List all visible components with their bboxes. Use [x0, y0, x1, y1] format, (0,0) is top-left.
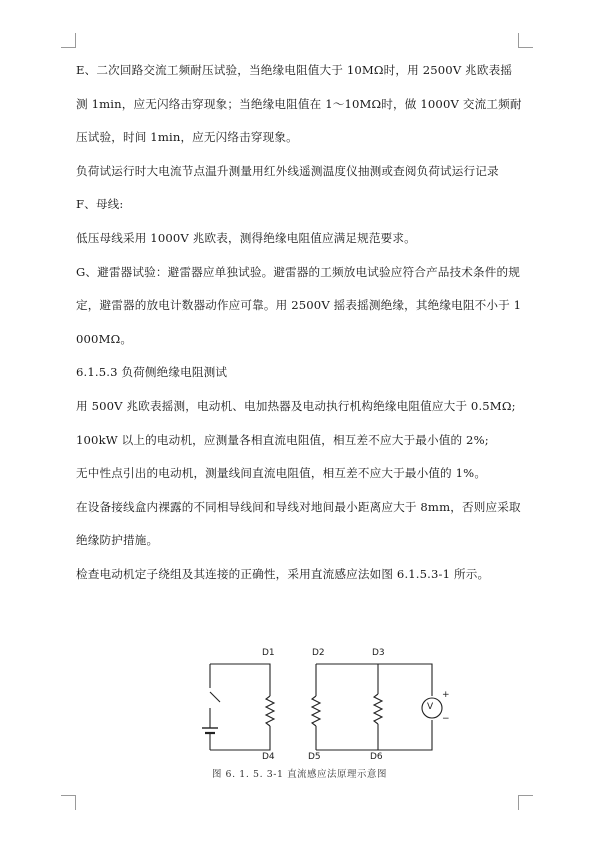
resistor-left [266, 696, 274, 726]
crop-mark-top-left [61, 33, 76, 48]
paragraph-g-arrester: G、避雷器试验：避雷器应单独试验。避雷器的工频放电试验应符合产品技术条件的规定，避雷器的放电计数器动作应可靠。用 2500V 摇表摇测绝缘，其绝缘电阻不小于 1000MΩ。 [76, 264, 522, 346]
node-label-d3: D3 [372, 648, 385, 658]
node-label-d1: D1 [262, 648, 275, 658]
minus-terminal-label: − [442, 714, 450, 724]
paragraph-min-distance: 在设备接线盒内裸露的不同相导线间和导线对地间最小距离应大于 8mm，否则应采取绝缘防护措施。 [76, 499, 521, 548]
wire-right-bottom [316, 720, 432, 750]
node-label-d6: D6 [370, 752, 383, 762]
paragraph-check-stator: 检查电动机定子绕组及其连接的正确性，采用直流感应法如图 6.1.5.3-1 所示。 [76, 566, 490, 581]
paragraph-load-trial-run: 负荷试运行时大电流节点温升测量用红外线遥测温度仪抽测或查阅负荷试运行记录 [76, 163, 499, 178]
paragraph-500v-megger: 用 500V 兆欧表摇测，电动机、电加热器及电动执行机构绝缘电阻值应大于 0.5MΩ; [76, 398, 516, 413]
heading-6-1-5-3: 6.1.5.3 负荷侧绝缘电阻测试 [76, 365, 228, 380]
wire-left-top [210, 664, 270, 696]
circuit-svg [196, 644, 446, 764]
voltmeter-label: V [427, 702, 434, 712]
figure-caption: 图 6. 1. 5. 3-1 直流感应法原理示意图 [212, 769, 387, 780]
paragraph-lv-busbar: 低压母线采用 1000V 兆欧表，测得绝缘电阻值应满足规范要求。 [76, 230, 416, 245]
paragraph-100kw-motor: 100kW 以上的电动机，应测量各相直流电阻值，相互差不应大于最小值的 2%; [76, 432, 489, 447]
resistor-right [374, 694, 382, 724]
node-label-d4: D4 [262, 752, 275, 762]
paragraph-e-secondary-circuit: E、二次回路交流工频耐压试验，当绝缘电阻值大于 10MΩ时，用 2500V 兆欧表摇测 1min，应无闪络击穿现象；当绝缘电阻值在 1～10MΩ时，做 1000V 交流工频耐压试验，时间 1min，应无闪络击穿现象。 [76, 63, 522, 145]
switch-blade [210, 692, 220, 702]
crop-mark-top-right [518, 33, 533, 48]
wire-right-top [316, 664, 432, 696]
body-text [76, 54, 522, 592]
node-label-d2: D2 [312, 648, 325, 658]
plus-terminal-label: + [442, 690, 450, 700]
resistor-middle [312, 696, 320, 726]
heading-f-busbar: F、母线: [76, 197, 124, 212]
crop-mark-bottom-left [61, 795, 76, 810]
circuit-diagram [196, 644, 450, 786]
wire-left-bottom [210, 726, 270, 750]
node-label-d5: D5 [308, 752, 321, 762]
crop-mark-bottom-right [518, 795, 533, 810]
paragraph-no-neutral-motor: 无中性点引出的电动机，测量线间直流电阻值，相互差不应大于最小值的 1%。 [76, 466, 487, 481]
